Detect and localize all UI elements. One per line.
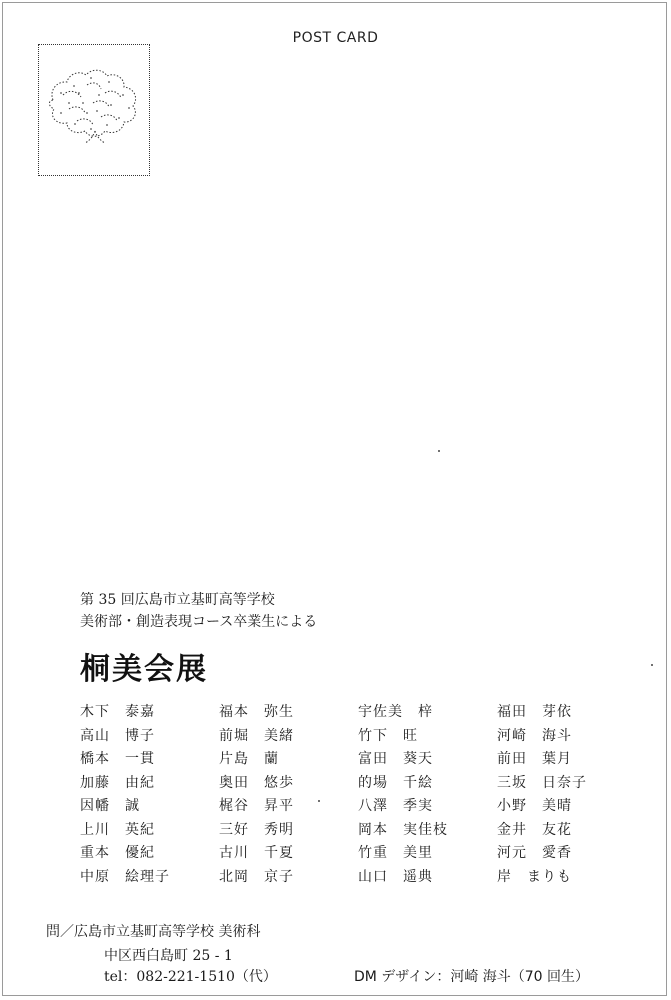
exhibitor-name: 中原 絵理子	[80, 868, 170, 885]
exhibitor-name: 奥田 悠歩	[219, 774, 294, 791]
print-speck	[651, 664, 653, 666]
exhibition-organizer: 美術部・創造表現コース卒業生による	[80, 614, 318, 630]
exhibitor-name: 福本 弥生	[219, 704, 294, 720]
exhibitor-name: 河崎 海斗	[497, 727, 572, 744]
exhibitor-name: 富田 葵天	[358, 751, 433, 767]
exhibitor-name: 木下 泰嘉	[80, 704, 155, 720]
exhibitor-name: 岡本 実佳枝	[358, 821, 448, 838]
exhibition-edition: 第 35 回広島市立基町高等学校	[80, 592, 275, 608]
exhibitor-name: 的場 千絵	[358, 774, 433, 791]
contact-inquiry: 問／広島市立基町高等学校 美術科	[46, 924, 261, 940]
exhibitor-name: 三好 秀明	[219, 821, 294, 838]
exhibitor-name: 竹下 旺	[358, 727, 418, 744]
exhibitor-name: 竹重 美里	[358, 845, 433, 861]
exhibitor-name: 山口 遥典	[358, 868, 433, 885]
exhibitor-name: 加藤 由紀	[80, 774, 155, 791]
print-speck	[438, 450, 440, 452]
exhibitor-name: 因幡 誠	[80, 798, 140, 814]
stamp-box	[38, 44, 150, 176]
contact-address: 中区西白島町 25 - 1	[104, 948, 233, 964]
postcard-label: POST CARD	[292, 30, 379, 46]
exhibitor-name: 小野 美晴	[497, 798, 572, 814]
exhibitor-name: 上川 英紀	[80, 821, 155, 838]
exhibitor-name: 前田 葉月	[497, 751, 572, 767]
exhibition-title: 桐美会展	[80, 652, 208, 687]
exhibitor-name: 梶谷 昇平	[219, 798, 294, 814]
contact-phone: tel：082-221-1510（代）	[104, 969, 277, 985]
exhibitor-name: 三坂 日奈子	[497, 774, 587, 791]
exhibitor-name: 橋本 一貫	[80, 751, 155, 767]
exhibitor-name: 高山 博子	[80, 727, 155, 744]
exhibitor-name: 宇佐美 梓	[358, 704, 433, 720]
exhibitor-name: 岸 まりも	[497, 868, 572, 885]
exhibitor-name: 古川 千夏	[219, 845, 294, 861]
exhibitor-name: 片島 蘭	[219, 751, 279, 767]
exhibitor-list	[80, 701, 640, 889]
paulownia-emblem-icon	[39, 45, 151, 177]
exhibitor-name: 金井 友花	[497, 821, 572, 838]
exhibitor-name: 福田 芽依	[497, 704, 572, 720]
exhibitor-name: 重本 優紀	[80, 845, 155, 861]
exhibitor-name: 八澤 季実	[358, 798, 433, 814]
exhibitor-name: 河元 愛香	[497, 845, 572, 861]
design-credit: DM デザイン：河崎 海斗（70 回生）	[354, 969, 590, 985]
exhibitor-name: 北岡 京子	[219, 868, 294, 885]
exhibitor-name: 前堀 美緒	[219, 727, 294, 744]
